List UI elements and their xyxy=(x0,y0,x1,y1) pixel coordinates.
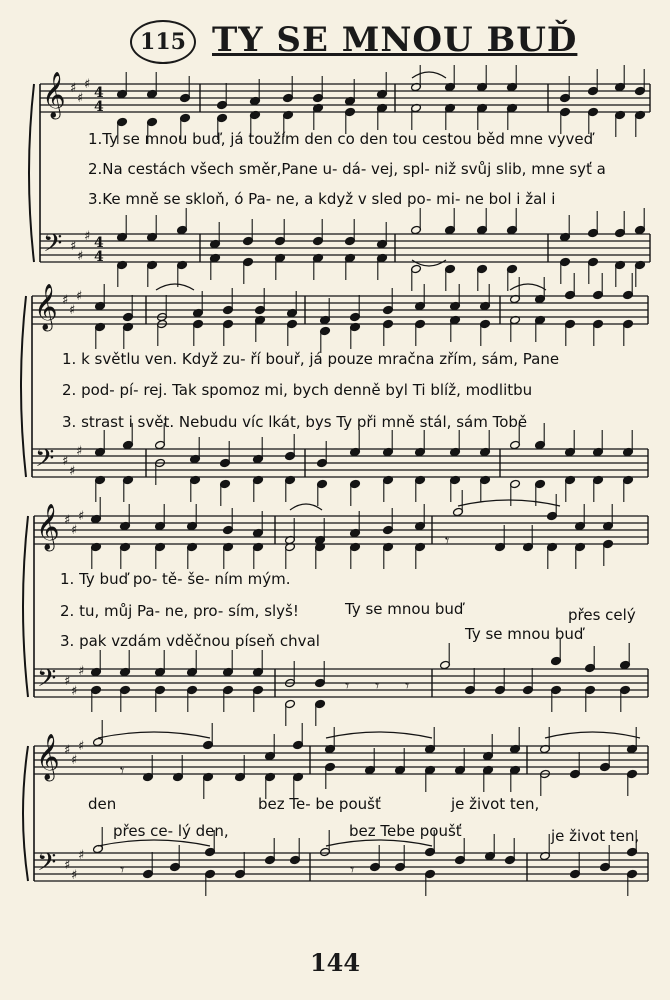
slur xyxy=(98,732,210,738)
bass-clef-icon: 𝄢 xyxy=(37,848,57,883)
sharp-icon: ♯ xyxy=(69,464,76,479)
sharp-icon: ♯ xyxy=(69,303,76,318)
lyric-s4-b: bez Te- be poušť xyxy=(258,795,381,813)
rest-icon: 𝄾 xyxy=(405,676,410,695)
treble-clef-icon: 𝄞 xyxy=(36,734,60,780)
bass-clef-icon: 𝄢 xyxy=(43,229,63,264)
lyric-s3-v1: 1. Ty buď po- tě- še- ním mým. xyxy=(60,570,291,588)
time-signature-top: 4 xyxy=(94,235,104,251)
sharp-icon: ♯ xyxy=(71,523,78,538)
hymn-title: TY SE MNOU BUĎ xyxy=(212,20,578,60)
sharp-icon: ♯ xyxy=(78,739,85,754)
sharp-icon: ♯ xyxy=(64,743,71,758)
sharp-icon: ♯ xyxy=(78,509,85,524)
sharp-icon: ♯ xyxy=(64,513,71,528)
system-brace xyxy=(23,746,28,881)
system-brace xyxy=(21,296,26,477)
slur xyxy=(290,504,322,510)
sharp-icon: ♯ xyxy=(77,249,84,264)
sharp-icon: ♯ xyxy=(78,848,85,863)
lyric-s3-v3: 3. pak vzdám vděčnou píseň chval xyxy=(60,632,320,650)
sharp-icon: ♯ xyxy=(62,454,69,469)
sharp-icon: ♯ xyxy=(71,753,78,768)
rest-icon: 𝄾 xyxy=(445,531,450,550)
slur xyxy=(458,500,560,506)
lyric-s3-refrain-c: Ty se mnou buď xyxy=(465,625,584,643)
lyric-s3-refrain-a: Ty se mnou buď xyxy=(345,600,464,618)
rest-icon: 𝄾 xyxy=(345,676,350,695)
lyric-s2-v1: 1. k světlu ven. Když zu- ří bouř, já pouze mračna zřím, sám, Pane xyxy=(62,350,560,368)
sharp-icon: ♯ xyxy=(62,293,69,308)
sharp-icon: ♯ xyxy=(64,858,71,873)
treble-clef-icon: 𝄞 xyxy=(36,504,60,550)
lyric-s2-v2: 2. pod- pí- rej. Tak spomoz mi, bych denně byl Ti blíž, modlitbu xyxy=(62,381,533,399)
sharp-icon: ♯ xyxy=(78,664,85,679)
treble-clef-icon: 𝄞 xyxy=(42,72,66,118)
lyric-s1-v1: 1.Ty se mnou buď, já toužím den co den tou cestou běd mne vyveď xyxy=(88,130,594,148)
rest-icon: 𝄾 xyxy=(350,860,355,879)
rest-icon: 𝄾 xyxy=(375,676,380,695)
lyric-s1-v2: 2.Na cestách všech směr,Pane u- dá- vej, spl- niž svůj slib, mne syť a xyxy=(88,160,606,178)
system-brace xyxy=(23,516,28,697)
sharp-icon: ♯ xyxy=(70,239,77,254)
hymn-number-badge: 115 xyxy=(130,20,196,64)
lyric-s4-a: den xyxy=(88,795,117,813)
time-signature-top: 4 xyxy=(94,85,104,101)
lyric-s4-d: přes ce- lý den, xyxy=(113,822,229,840)
time-signature-bottom: 4 xyxy=(94,99,104,115)
page-number: 144 xyxy=(309,948,361,977)
slur xyxy=(98,840,210,846)
lyric-s4-e: bez Tebe poušť xyxy=(349,822,462,840)
treble-clef-icon: 𝄞 xyxy=(34,284,58,330)
slur xyxy=(156,284,194,290)
sharp-icon: ♯ xyxy=(84,77,91,92)
sharp-icon: ♯ xyxy=(76,444,83,459)
sharp-icon: ♯ xyxy=(84,229,91,244)
lyric-s3-v2: 2. tu, můj Pa- ne, pro- sím, slyš! xyxy=(60,602,299,620)
bass-clef-icon: 𝄢 xyxy=(35,444,55,479)
bass-clef-icon: 𝄢 xyxy=(37,664,57,699)
slur xyxy=(545,732,640,738)
slur xyxy=(412,72,446,78)
sharp-icon: ♯ xyxy=(71,868,78,883)
sharp-icon: ♯ xyxy=(71,684,78,699)
lyric-s2-v3: 3. strast i svět. Nebudu víc lkát, bys Ty při mně stál, sám Tobě xyxy=(62,413,528,431)
rest-icon: 𝄾 xyxy=(120,761,125,780)
rest-icon: 𝄾 xyxy=(120,860,125,879)
slur xyxy=(326,732,432,738)
sharp-icon: ♯ xyxy=(70,81,77,96)
lyric-s4-c: je život ten, xyxy=(451,795,540,813)
lyric-s1-v3: 3.Ke mně se skloň, ó Pa- ne, a když v sled po- mi- ne bol i žal i xyxy=(88,190,556,208)
sharp-icon: ♯ xyxy=(76,289,83,304)
time-signature-bottom: 4 xyxy=(94,249,104,265)
slur xyxy=(510,284,546,290)
lyric-s3-refrain-b: přes celý xyxy=(568,606,636,624)
system-brace xyxy=(29,84,34,262)
lyric-s4-f: je život ten, xyxy=(551,827,640,845)
sharp-icon: ♯ xyxy=(77,91,84,106)
sharp-icon: ♯ xyxy=(64,674,71,689)
